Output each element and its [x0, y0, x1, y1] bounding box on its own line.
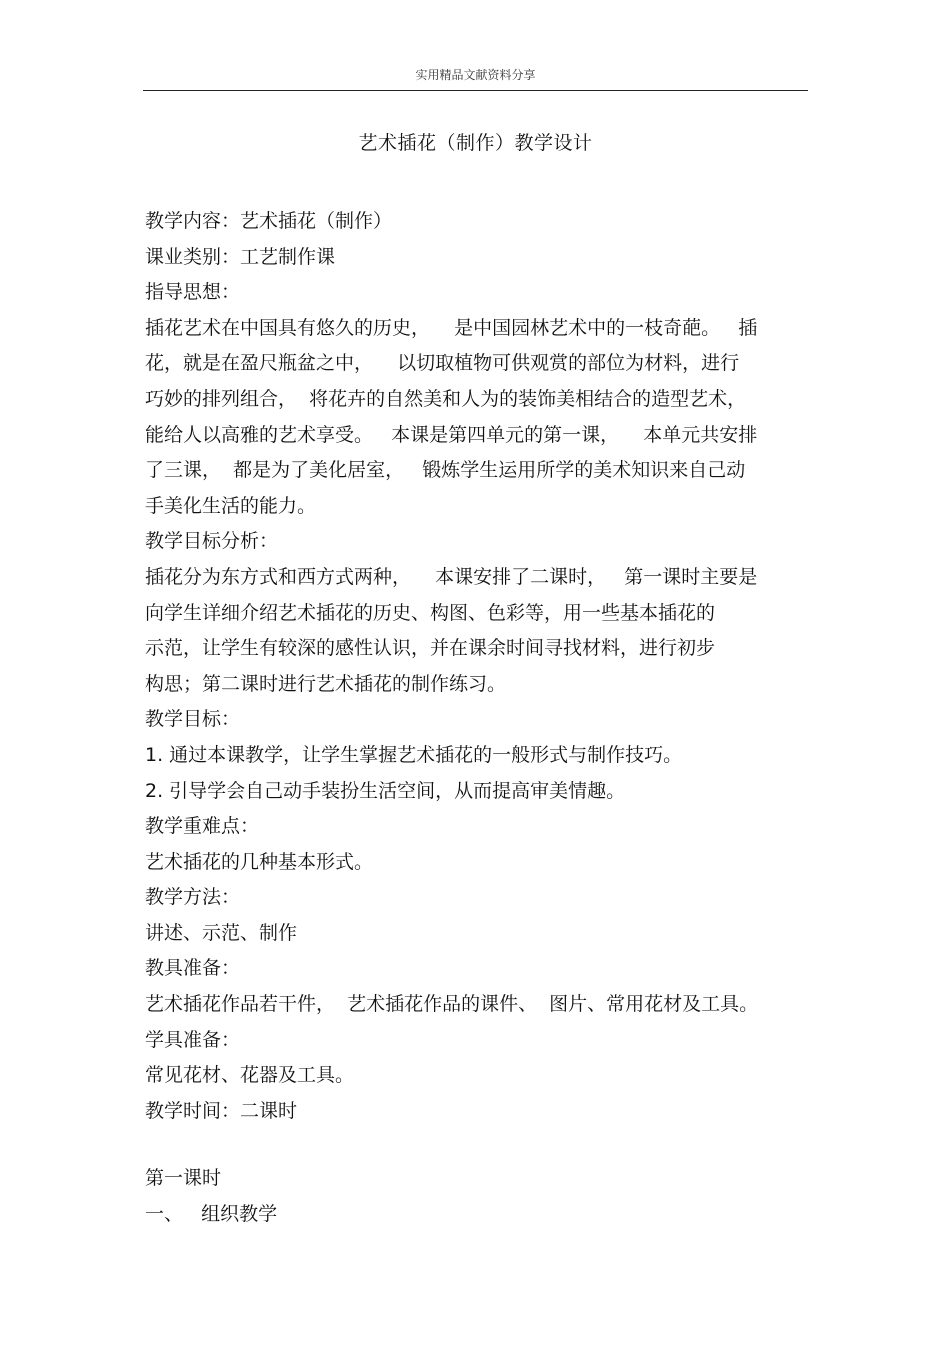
body-line: 1. 通过本课教学，让学生掌握艺术插花的一般形式与制作技巧。 — [145, 743, 683, 766]
body-line: 指导思想： — [145, 281, 241, 304]
body-line: 构思；第二课时进行艺术插花的制作练习。 — [145, 672, 507, 695]
body-line: 教具准备： — [145, 957, 241, 980]
section-heading: 第一课时 — [145, 1167, 222, 1190]
body-line: 能给人以高雅的艺术享受。 本课是第四单元的第一课， 本单元共安排 — [145, 423, 758, 446]
document-title: 艺术插花（制作）教学设计 — [358, 132, 593, 154]
body-line: 教学目标分析： — [145, 530, 279, 553]
body-line: 手美化生活的能力。 — [145, 494, 317, 517]
body-line: 插花艺术在中国具有悠久的历史， 是中国园林艺术中的一枝奇葩。 插 — [145, 316, 758, 339]
body-line: 学具准备： — [145, 1028, 241, 1051]
body-line: 了三课， 都是为了美化居室， 锻炼学生运用所学的美术知识来自己动 — [145, 459, 746, 482]
body-line: 教学方法： — [145, 886, 241, 909]
body-line: 向学生详细介绍艺术插花的历史、构图、色彩等，用一些基本插花的 — [145, 601, 716, 624]
body-line: 2. 引导学会自己动手装扮生活空间，从而提高审美情趣。 — [145, 779, 626, 802]
body-line: 插花分为东方式和西方式两种， 本课安排了二课时， 第一课时主要是 — [145, 565, 758, 588]
body-line: 教学内容：艺术插花（制作） — [145, 210, 393, 232]
body-line: 课业类别：工艺制作课 — [145, 245, 336, 268]
body-line: 艺术插花的几种基本形式。 — [145, 850, 374, 873]
body-line: 艺术插花作品若干件， 艺术插花作品的课件、 图片、常用花材及工具。 — [145, 993, 759, 1016]
body-line: 讲述、示范、制作 — [145, 921, 298, 944]
body-line: 教学重难点： — [145, 815, 260, 838]
page-header: 实用精品文献资料分享 — [415, 68, 536, 82]
header-divider — [143, 90, 808, 91]
body-line: 教学时间：二课时 — [145, 1099, 298, 1122]
body-line: 常见花材、花器及工具。 — [145, 1064, 355, 1087]
body-line: 示范，让学生有较深的感性认识，并在课余时间寻找材料，进行初步 — [145, 637, 716, 660]
section-item: 一、 组织教学 — [145, 1203, 278, 1226]
document-body — [145, 204, 810, 1233]
body-line: 花，就是在盈尺瓶盆之中， 以切取植物可供观赏的部位为材料，进行 — [145, 352, 740, 375]
body-line: 教学目标： — [145, 708, 241, 731]
body-line: 巧妙的排列组合， 将花卉的自然美和人为的装饰美相结合的造型艺术， — [145, 387, 747, 410]
section-spacer — [145, 1129, 810, 1161]
